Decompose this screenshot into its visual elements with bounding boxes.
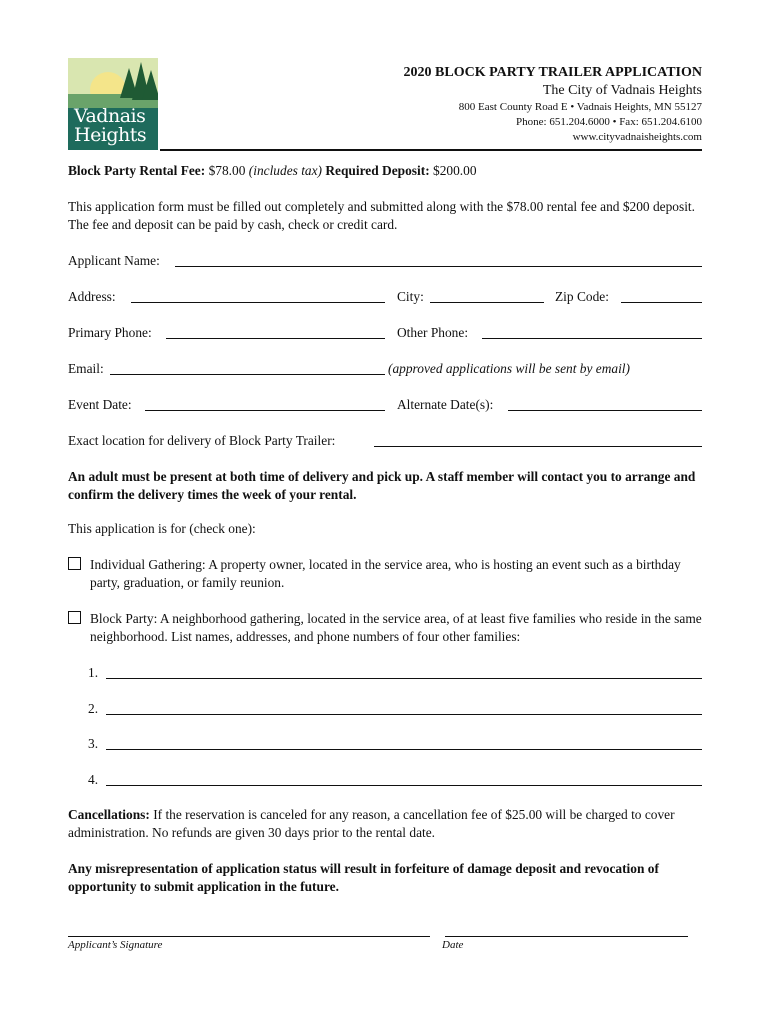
- family-4-field[interactable]: [106, 785, 702, 786]
- city-logo: [68, 58, 158, 150]
- cancellation-paragraph: [68, 806, 708, 842]
- city-field[interactable]: [430, 302, 544, 303]
- family-number: 4.: [88, 772, 99, 787]
- signature-field[interactable]: [68, 936, 430, 937]
- deposit-label: Required Deposit:: [325, 163, 430, 178]
- family-1-field[interactable]: [106, 678, 702, 679]
- cancellation-text: If the reservation is canceled for any reason, a cancellation fee of $25.00 will be charged to cover administration. No refunds are given 30 days prior to the rental date.: [68, 807, 675, 840]
- primary-phone-label: Primary Phone:: [68, 325, 152, 340]
- check-one-label: This application is for (check one):: [68, 521, 256, 536]
- misrepresentation-notice: Any misrepresentation of application status will result in forfeiture of damage deposit and revocation of opportunity to submit application in the future.: [68, 861, 659, 894]
- cancellation-label: Cancellations:: [68, 807, 150, 822]
- rental-fee-label: Block Party Rental Fee:: [68, 163, 206, 178]
- header-divider: [160, 149, 702, 151]
- primary-phone-field[interactable]: [166, 338, 385, 339]
- event-date-label: Event Date:: [68, 397, 132, 412]
- family-number: 3.: [88, 736, 99, 751]
- date-label: Date: [442, 939, 464, 951]
- delivery-location-label: Exact location for delivery of Block Party Trailer:: [68, 433, 336, 448]
- fee-line: [68, 162, 477, 180]
- event-date-field[interactable]: [145, 410, 385, 411]
- logo-word-1: Vadnais: [74, 105, 146, 127]
- individual-gathering-text: Individual Gathering: A property owner, located in the service area, who is hosting an event such as a birthday party, graduation, or family reunion.: [90, 557, 681, 590]
- family-3-field[interactable]: [106, 749, 702, 750]
- block-party-text: Block Party: A neighborhood gathering, located in the service area, of at least five families who reside in the same neighborhood. List names, addresses, and phone numbers of four other families:: [90, 611, 702, 644]
- rental-fee-note: (includes tax): [248, 163, 323, 178]
- zip-label: Zip Code:: [555, 289, 609, 304]
- rental-fee-value: $78.00: [208, 163, 246, 178]
- logo-word-2: Heights: [74, 124, 147, 146]
- city-label: City:: [397, 289, 424, 304]
- address-label: Address:: [68, 289, 116, 304]
- deposit-value: $200.00: [433, 163, 477, 178]
- signature-label: Applicant’s Signature: [68, 939, 163, 951]
- other-phone-label: Other Phone:: [397, 325, 469, 340]
- family-number: 2.: [88, 701, 99, 716]
- alternate-dates-field[interactable]: [508, 410, 702, 411]
- applicant-name-label: Applicant Name:: [68, 253, 160, 268]
- applicant-name-field[interactable]: [175, 266, 702, 267]
- date-field[interactable]: [445, 936, 688, 937]
- family-number: 1.: [88, 665, 99, 680]
- block-party-checkbox[interactable]: [68, 611, 81, 624]
- form-title: 2020 BLOCK PARTY TRAILER APPLICATION: [403, 65, 702, 80]
- address-field[interactable]: [131, 302, 385, 303]
- logo-tree-icon: [142, 70, 158, 100]
- adult-notice: An adult must be present at both time of delivery and pick up. A staff member will contact you to arrange and confirm the delivery times the week of your rental.: [68, 469, 696, 502]
- city-phone: Phone: 651.204.6000 • Fax: 651.204.6100: [516, 116, 702, 128]
- city-website: www.cityvadnaisheights.com: [572, 131, 702, 143]
- city-address: 800 East County Road E • Vadnais Heights, MN 55127: [458, 101, 702, 113]
- individual-gathering-checkbox[interactable]: [68, 557, 81, 570]
- email-note: (approved applications will be sent by email): [388, 361, 630, 376]
- other-phone-field[interactable]: [482, 338, 702, 339]
- alternate-dates-label: Alternate Date(s):: [397, 397, 494, 412]
- delivery-location-field[interactable]: [374, 446, 702, 447]
- email-field[interactable]: [110, 374, 385, 375]
- intro-paragraph: This application form must be filled out completely and submitted along with the $78.00 rental fee and $200 deposit. The fee and deposit can be paid by cash, check or credit card.: [68, 199, 695, 232]
- email-label: Email:: [68, 361, 104, 376]
- family-2-field[interactable]: [106, 714, 702, 715]
- city-name: The City of Vadnais Heights: [542, 83, 702, 98]
- zip-field[interactable]: [621, 302, 702, 303]
